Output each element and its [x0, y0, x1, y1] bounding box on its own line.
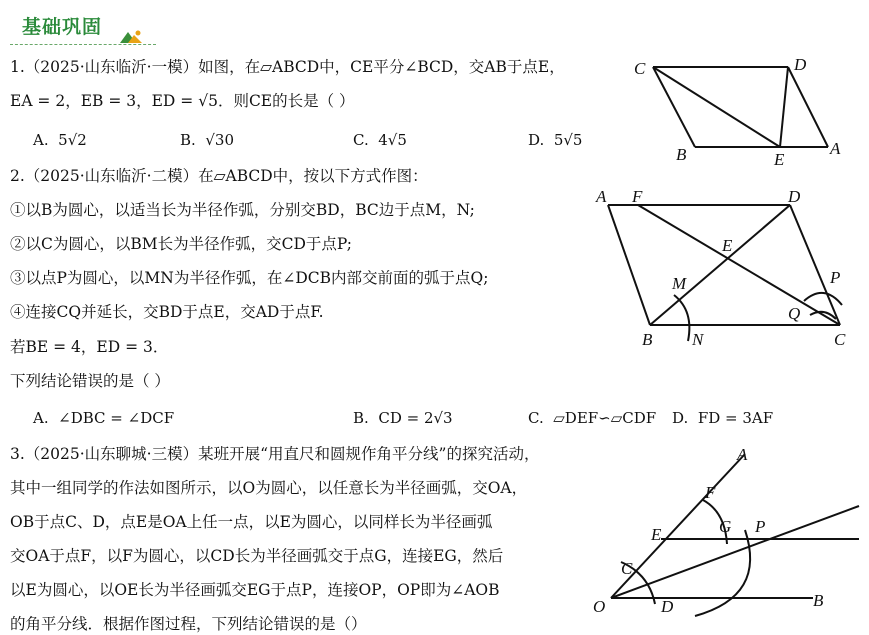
q2-step1: ①以B为圆心，以适当长为半径作弧，分别交BD，BC边于点M，N; — [10, 201, 475, 219]
q3-label-e: E — [651, 525, 662, 544]
mountain-icon — [118, 28, 144, 44]
q2-label-a: A — [596, 187, 607, 206]
q2-label-q: Q — [788, 304, 801, 323]
q3-label-p: P — [755, 517, 766, 536]
q2-step4: ④连接CQ并延长，交BD于点E，交AD于点F. — [10, 303, 324, 321]
q2-step3: ③以点P为圆心，以MN为半径作弧，在∠DCB内部交前面的弧于点Q; — [10, 269, 489, 287]
q2-option-d[interactable]: D. FD = 3AF — [672, 409, 774, 427]
q2-label-c: C — [834, 330, 846, 349]
q3-line6: 的角平分线．根据作图过程，下列结论错误的是（） — [10, 615, 367, 633]
q2-option-a[interactable]: A. ∠DBC = ∠DCF — [33, 409, 175, 427]
q1-label-e: E — [774, 150, 785, 167]
q2-step2: ②以C为圆心，以BM长为半径作弧，交CD于点P; — [10, 235, 353, 253]
q1-label-c: C — [634, 59, 646, 78]
q1-option-d[interactable]: D. 5√5 — [528, 131, 583, 149]
q2-condition: 若BE = 4，ED = 3． — [10, 338, 169, 356]
q2-label-b: B — [642, 330, 653, 349]
q3-label-b: B — [813, 591, 824, 610]
q1-figure-parallelogram — [628, 52, 858, 167]
q2-option-b[interactable]: B. CD = 2√3 — [353, 409, 453, 427]
q1-label-a: A — [830, 139, 841, 158]
q2-label-e: E — [722, 236, 733, 255]
q1-option-c[interactable]: C. 4√5 — [353, 131, 407, 149]
q1-label-d: D — [794, 55, 807, 74]
q2-label-n: N — [692, 330, 704, 349]
q1-label-b: B — [676, 145, 687, 164]
q2-question: 下列结论错误的是（ ） — [10, 372, 170, 390]
q3-label-f: F — [705, 483, 716, 502]
q3-label-c: C — [621, 559, 633, 578]
q1-option-a[interactable]: A. 5√2 — [33, 131, 87, 149]
q3-label-a: A — [737, 445, 748, 464]
q3-line1: 3.（2025·山东聊城·三模）某班开展“用直尺和圆规作角平分线”的探究活动， — [10, 445, 540, 463]
q1-line2: EA = 2，EB = 3，ED = √5．则CE的长是（ ） — [10, 92, 355, 110]
section-divider — [10, 44, 156, 45]
q2-label-d: D — [788, 187, 801, 206]
q1-line1: 1.（2025·山东临沂·一模）如图，在▱ABCD中，CE平分∠BCD，交AB于点E， — [10, 58, 565, 76]
q1-option-b[interactable]: B. √30 — [180, 131, 234, 149]
q2-option-c[interactable]: C. ▱DEF∽▱CDF — [528, 409, 657, 427]
q3-line4: 交OA于点F，以F为圆心，以CD长为半径画弧交于点G，连接EG，然后 — [10, 547, 504, 565]
q2-label-f: F — [632, 187, 643, 206]
q3-line5: 以E为圆心，以OE长为半径画弧交EG于点P，连接OP，OP即为∠AOB — [10, 581, 500, 599]
q3-label-d: D — [661, 597, 674, 616]
q3-line2: 其中一组同学的作法如图所示，以O为圆心，以任意长为半径画弧，交OA， — [10, 479, 528, 497]
q2-label-p: P — [830, 268, 841, 287]
q2-figure-construction — [592, 183, 862, 353]
q2-line1: 2.（2025·山东临沂·二模）在▱ABCD中，按以下方式作图： — [10, 167, 428, 185]
q3-label-o: O — [593, 597, 606, 616]
q3-label-g: G — [719, 517, 732, 536]
q3-figure-angle-bisector — [585, 440, 867, 632]
section-title: 基础巩固 — [22, 16, 103, 38]
q3-line3: OB于点C、D，点E是OA上任一点，以E为圆心，以同样长为半径画弧 — [10, 513, 493, 531]
q2-label-m: M — [672, 274, 687, 293]
